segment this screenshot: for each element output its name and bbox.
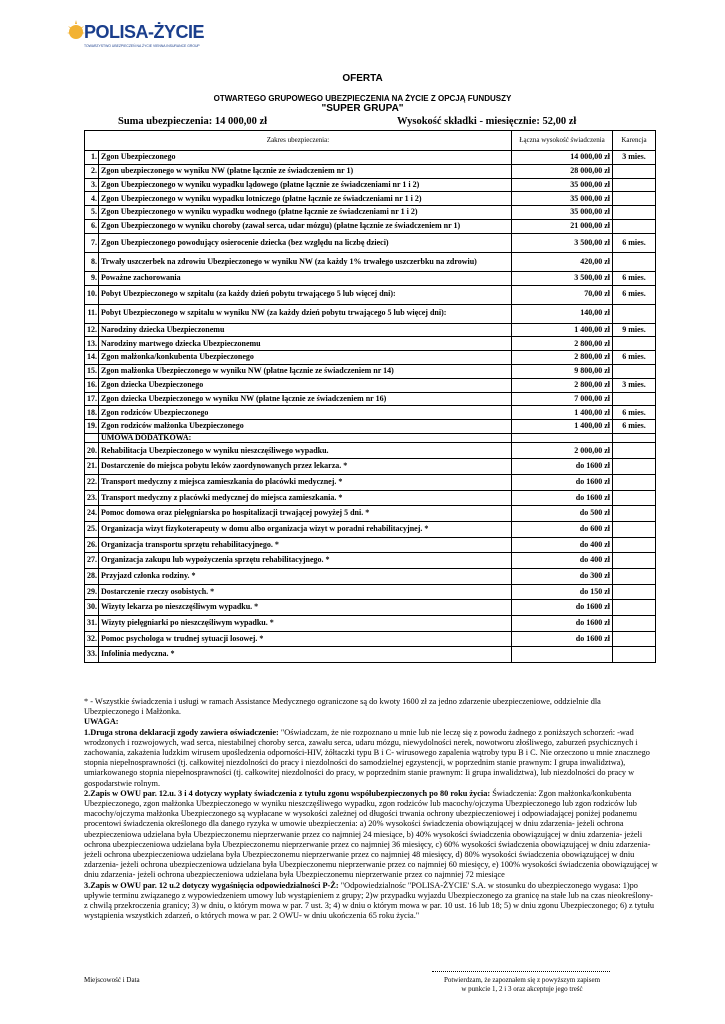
row-number: 23.: [85, 490, 99, 506]
row-karencja: [613, 219, 656, 233]
note-3: [84, 881, 658, 922]
row-amount: do 1600 zł: [512, 616, 613, 632]
signature-line: [432, 971, 610, 972]
row-number: 10.: [85, 285, 99, 304]
row-description: Zgon Ubezpieczonego w wyniku wypadku wodnego (płatne łącznie ze świadczeniami nr 1 i 2): [99, 206, 512, 220]
row-number: 29.: [85, 584, 99, 600]
row-number: 4.: [85, 192, 99, 206]
row-description: Trwały uszczerbek na zdrowiu Ubezpieczonego w wyniku NW (za każdy 1% trwałego uszczerbku na zdrowiu): [99, 252, 512, 271]
row-number: 12.: [85, 323, 99, 337]
row-number: 19.: [85, 420, 99, 434]
row-karencja: [613, 521, 656, 537]
table-row: [85, 443, 656, 459]
row-number: 33.: [85, 647, 99, 663]
row-karencja: 6 mies.: [613, 285, 656, 304]
row-description: Pobyt Ubezpieczonego w szpitalu w wyniku NW (za każdy dzień pobytu trwającego 5 lub więcej dni):: [99, 304, 512, 323]
row-amount: do 1600 zł: [512, 490, 613, 506]
row-karencja: 3 mies.: [613, 151, 656, 165]
table-row: [85, 323, 656, 337]
row-number: 31.: [85, 616, 99, 632]
note-1-title: 1.Druga strona deklaracji zgody zawiera oświadczenie:: [84, 727, 281, 737]
row-description: Zgon dziecka Ubezpieczonego w wyniku NW (płatne łącznie ze świadczeniem nr 16): [99, 392, 512, 406]
table-row: [85, 252, 656, 271]
umowa-empty: [613, 433, 656, 443]
row-amount: 28 000,00 zł: [512, 164, 613, 178]
row-number: 11.: [85, 304, 99, 323]
umowa-empty: [512, 433, 613, 443]
umowa-dodatkowa-row: [85, 433, 656, 443]
row-number: 8.: [85, 252, 99, 271]
row-karencja: [613, 537, 656, 553]
note-3-title: 3.Zapis w OWU par. 12 u.2 dotyczy wygaśnięcia odpowiedzialności P-Ż:: [84, 880, 341, 890]
row-description: Zgon małżonka Ubezpieczonego w wyniku NW (płatne łącznie ze świadczeniem nr 14): [99, 364, 512, 378]
row-description: Wizyty lekarza po nieszczęśliwym wypadku. *: [99, 600, 512, 616]
row-amount: do 600 zł: [512, 521, 613, 537]
row-amount: 1 400,00 zł: [512, 420, 613, 434]
table-row: [85, 506, 656, 522]
row-karencja: [613, 600, 656, 616]
sun-logo-icon: [66, 18, 86, 44]
row-number: 26.: [85, 537, 99, 553]
row-description: Zgon ubezpieczonego w wyniku NW (płatne łącznie ze świadczeniem nr 1): [99, 164, 512, 178]
table-row: [85, 378, 656, 392]
row-amount: 3 500,00 zł: [512, 233, 613, 252]
table-row: [85, 647, 656, 663]
note-2: [84, 789, 658, 881]
note-1-text: "Oświadczam, że nie rozpoznano u mnie lub nie leczę się z powodu żadnego z poniższych schorzeń: -wad wrodzonych i rozwojowych, wad serca, niestabilnej choroby serca, zawału serca, udaru mózgu, niewydolności nerek, nowotworu złośliwego, zaburzeń psychicznych i zachowania, zakażenia ludzkim wirusem upośledzenia odporności-HIV, żółtaczki typu B i C- wirusowego zapalenia wątroby typu B i C. Nie orzeczono u mnie znacznego stopnia niepełnosprawności (tj. całkowitej niezdolności do pracy i niezdolności do samodzielnej egzystencji, w poprzednim stanie prawnym: I grupa inwalidztwa), umiarkowanego stopnia niepełnosprawności (tj. całkowitej niezdolności do pracy, w poprzednim stanie prawnym: Ii grupa inwalidztwa), lub niezdolności do pracy w gospodarstwie rolnym.: [84, 727, 650, 788]
table-row: [85, 521, 656, 537]
row-description: Zgon Ubezpieczonego w wyniku wypadku lądowego (płatne łącznie ze świadczeniami nr 1 i 2): [99, 178, 512, 192]
note-2-text: Świadczenia: Zgon małżonka/konkubenta Ubezpieczonego, zgon małżonka Ubezpieczonego w wyniku nieszczęśliwego wypadku, zgon rodziców lub macochy/ojczyma Ubezpieczonego lub zgon rodziców lub macochy/ojczyma małżonka Ubezpieczonego są wypłacane w wysokości zależnej od długości trwania ochrony ubezpieczeniowej i odpowiadającej poniżej podanemu procentowi świadczenia określonego dla danego ryzyka w umowie ubezpieczenia: a) 20% wysokości świadczenia obowiązującej w dniu zdarzenia- jeżeli ochrona ubezpieczeniowa udzielana była Ubezpieczonemu nieprzerwanie przez co najmniej 24 miesiące, b) 40% wysokości świadczenia obowiązującej w dniu zdarzenia- jeżeli ochrona ubezpieczeniowa udzielana była Ubezpieczonemu nieprzerwanie przez co najmniej 36 miesięcy, c) 60% wysokości świadczenia obowiązującej w dniu zdarzenia- jeżeli ochrona ubezpieczeniowa udzielana była Ubezpieczonemu nieprzerwanie przez co najmniej 48 miesięcy, d) 80% wysokości świadczenia obowiązującej w dniu zdarzenia- jeżeli ochrona ubezpieczeniowa udzielana była Ubezpieczonemu nieprzerwanie przez co najmniej 60 miesięcy, e) 100% wysokości świadczenia obowiązującej w dniu zdarzenia- jeżeli ochrona ubezpieczeniowa udzielana była Ubezpieczonemu nieprzerwanie przez co najmniej 72 miesiące: [84, 788, 658, 880]
row-karencja: [613, 206, 656, 220]
table-row: [85, 285, 656, 304]
row-karencja: [613, 647, 656, 663]
row-number: 2.: [85, 164, 99, 178]
table-row: [85, 584, 656, 600]
coverage-table: [84, 130, 656, 663]
row-description: Zgon rodziców małżonka Ubezpieczonego: [99, 420, 512, 434]
row-description: Zgon Ubezpieczonego: [99, 151, 512, 165]
row-description: Zgon Ubezpieczonego w wyniku wypadku lotniczego (płatne łącznie ze świadczeniami nr 1 i 2): [99, 192, 512, 206]
row-number: 25.: [85, 521, 99, 537]
row-karencja: [613, 337, 656, 351]
row-karencja: [613, 443, 656, 459]
row-number: 20.: [85, 443, 99, 459]
umowa-label: UMOWA DODATKOWA:: [99, 433, 512, 443]
row-amount: 21 000,00 zł: [512, 219, 613, 233]
table-row: [85, 537, 656, 553]
row-number: 13.: [85, 337, 99, 351]
row-description: Infolinia medyczna. *: [99, 647, 512, 663]
row-description: Dostarczenie rzeczy osobistych. *: [99, 584, 512, 600]
table-row: [85, 164, 656, 178]
row-description: Zgon Ubezpieczonego powodujący osierocenie dziecka (bez względu na liczbę dzieci): [99, 233, 512, 252]
row-number: 14.: [85, 351, 99, 365]
table-row: [85, 616, 656, 632]
row-amount: [512, 647, 613, 663]
row-number: 7.: [85, 233, 99, 252]
row-number: 9.: [85, 271, 99, 285]
row-karencja: [613, 304, 656, 323]
table-row: [85, 233, 656, 252]
row-description: Transport medyczny z placówki medycznej do miejsca zamieszkania. *: [99, 490, 512, 506]
monthly-premium: Wysokość składki - miesięcznie: 52,00 zł: [397, 116, 577, 127]
row-number: 28.: [85, 568, 99, 584]
row-karencja: 6 mies.: [613, 233, 656, 252]
row-karencja: 6 mies.: [613, 351, 656, 365]
row-description: Organizacja transportu sprzętu rehabilitacyjnego. *: [99, 537, 512, 553]
row-description: Transport medyczny z miejsca zamieszkania do placówki medycznej. *: [99, 474, 512, 490]
row-amount: do 1600 zł: [512, 600, 613, 616]
row-karencja: 6 mies.: [613, 420, 656, 434]
row-amount: 420,00 zł: [512, 252, 613, 271]
notes-section: [84, 697, 658, 921]
company-logo: [66, 18, 206, 58]
header-laczna: Łączna wysokość świadczenia: [512, 131, 613, 151]
row-amount: 3 500,00 zł: [512, 271, 613, 285]
row-karencja: [613, 392, 656, 406]
uwaga-heading: UWAGA:: [84, 717, 119, 727]
row-karencja: [613, 490, 656, 506]
row-karencja: [613, 364, 656, 378]
table-header: [85, 131, 656, 151]
row-amount: 2 000,00 zł: [512, 443, 613, 459]
table-row: [85, 406, 656, 420]
row-karencja: [613, 631, 656, 647]
note-1: [84, 728, 658, 789]
row-karencja: [613, 553, 656, 569]
row-amount: do 1600 zł: [512, 631, 613, 647]
table-row: [85, 219, 656, 233]
row-karencja: [613, 252, 656, 271]
row-karencja: [613, 474, 656, 490]
table-row: [85, 631, 656, 647]
row-karencja: [613, 192, 656, 206]
table-row: [85, 600, 656, 616]
row-amount: do 400 zł: [512, 553, 613, 569]
row-karencja: [613, 164, 656, 178]
header-karencja: Karencja: [613, 131, 656, 151]
row-number: 17.: [85, 392, 99, 406]
row-description: Pobyt Ubezpieczonego w szpitalu (za każdy dzień pobytu trwającego 5 lub więcej dni):: [99, 285, 512, 304]
table-row: [85, 192, 656, 206]
row-description: Zgon rodziców Ubezpieczonego: [99, 406, 512, 420]
logo-text: POLISA-ŻYCIE: [84, 22, 205, 42]
row-description: Narodziny dziecka Ubezpieczonemu: [99, 323, 512, 337]
row-karencja: [613, 584, 656, 600]
row-description: Pomoc domowa oraz pielęgniarska po hospitalizacji trwającej powyżej 5 dni. *: [99, 506, 512, 522]
row-number: 16.: [85, 378, 99, 392]
row-description: Zgon Ubezpieczonego w wyniku choroby (zawał serca, udar mózgu) (płatne łącznie ze świadczeniem nr 1): [99, 219, 512, 233]
note-2-title: 2.Zapis w OWU par. 12.u. 3 i 4 dotyczy wypłaty świadczenia z tytułu zgonu współubezpieczonych po 80 roku życia:: [84, 788, 493, 798]
row-number: 22.: [85, 474, 99, 490]
row-karencja: [613, 506, 656, 522]
table-row: [85, 337, 656, 351]
title-product: "SUPER GRUPA": [321, 103, 404, 114]
table-row: [85, 459, 656, 475]
row-karencja: [613, 178, 656, 192]
row-description: Wizyty pielęgniarki po nieszczęśliwym wypadku. *: [99, 616, 512, 632]
row-karencja: [613, 568, 656, 584]
row-amount: 140,00 zł: [512, 304, 613, 323]
confirmation-line-2: w punkcie 1, 2 i 3 oraz akceptuje jego treść: [461, 985, 583, 993]
sum-insured: Suma ubezpieczenia: 14 000,00 zł: [118, 116, 268, 127]
row-karencja: 3 mies.: [613, 378, 656, 392]
note-3-text: "Odpowiedzialnośc "POLISA-ŻYCIE' S.A. w stosunku do ubezpieczonego wygasa: 1)po upływie terminu związanego z wypowiedzeniem umowy lub wystąpieniem z grupy; 2)w przypadku wyjazdu Ubezpieczonego za granicę na stałe lub na czas nieokreślony- z chwilą przekroczenia granicy; 3) w dniu, o którym mowa w par. 7 ust. 3; 4) w dniu o którym mowa w par. 10 ust. 16 lub 18; 5) w dniu zgonu Ubezpieczonego; 6) z tytułu wystąpienia wszystkich zdarzeń, o których mowa w par. 2 OWU- w dniu ukończenia 65 roku życia.": [84, 880, 655, 921]
table-row: [85, 351, 656, 365]
row-amount: 35 000,00 zł: [512, 178, 613, 192]
table-row: [85, 474, 656, 490]
title-oferta: OFERTA: [342, 73, 383, 84]
row-amount: 1 400,00 zł: [512, 323, 613, 337]
row-description: Zgon małżonka/konkubenta Ubezpieczonego: [99, 351, 512, 365]
row-karencja: [613, 459, 656, 475]
row-amount: do 400 zł: [512, 537, 613, 553]
row-amount: 2 800,00 zł: [512, 378, 613, 392]
row-amount: do 300 zł: [512, 568, 613, 584]
row-amount: do 1600 zł: [512, 459, 613, 475]
row-number: 27.: [85, 553, 99, 569]
row-description: Przyjazd członka rodziny. *: [99, 568, 512, 584]
row-number: 24.: [85, 506, 99, 522]
table-row: [85, 178, 656, 192]
row-number: 3.: [85, 178, 99, 192]
row-amount: 1 400,00 zł: [512, 406, 613, 420]
table-row: [85, 206, 656, 220]
row-amount: 7 000,00 zł: [512, 392, 613, 406]
row-amount: 2 800,00 zł: [512, 337, 613, 351]
table-row: [85, 420, 656, 434]
row-number: 6.: [85, 219, 99, 233]
table-row: [85, 490, 656, 506]
star-note: * - Wszystkie świadczenia i usługi w ramach Assistance Medycznego ograniczone są do kwoty 1600 zł za jedno zdarzenie ubezpieczeniowe, oddzielnie dla Ubezpieczonego i Małżonka.: [84, 697, 601, 717]
place-date-label: Miejscowość i Data: [84, 976, 140, 984]
row-description: Poważne zachorowania: [99, 271, 512, 285]
row-description: Dostarczenie do miejsca pobytu leków zaordynowanych przez lekarza. *: [99, 459, 512, 475]
row-amount: 35 000,00 zł: [512, 192, 613, 206]
table-row: [85, 568, 656, 584]
row-number: 21.: [85, 459, 99, 475]
row-number: 30.: [85, 600, 99, 616]
row-amount: do 500 zł: [512, 506, 613, 522]
table-row: [85, 151, 656, 165]
row-karencja: 9 mies.: [613, 323, 656, 337]
row-description: Zgon dziecka Ubezpieczonego: [99, 378, 512, 392]
row-description: Rehabilitacja Ubezpieczonego w wyniku nieszczęśliwego wypadku.: [99, 443, 512, 459]
table-row: [85, 392, 656, 406]
row-description: Narodziny martwego dziecka Ubezpieczonemu: [99, 337, 512, 351]
header-zakres: Zakres ubezpieczenia:: [85, 131, 512, 151]
row-amount: do 1600 zł: [512, 474, 613, 490]
table-row: [85, 364, 656, 378]
row-amount: 2 800,00 zł: [512, 351, 613, 365]
row-amount: 9 800,00 zł: [512, 364, 613, 378]
row-number: 32.: [85, 631, 99, 647]
confirmation-text: [432, 976, 612, 994]
row-karencja: 6 mies.: [613, 406, 656, 420]
logo-subtitle: TOWARZYSTWO UBEZPIECZEŃ NA ŻYCIE VIENNA INSURANCE GROUP: [84, 44, 200, 48]
row-number: 18.: [85, 406, 99, 420]
title-subtitle: OTWARTEGO GRUPOWEGO UBEZPIECZENIA NA ŻYCIE Z OPCJĄ FUNDUSZY: [213, 94, 512, 103]
row-amount: 70,00 zł: [512, 285, 613, 304]
row-description: Pomoc psychologa w trudnej sytuacji losowej. *: [99, 631, 512, 647]
row-amount: do 150 zł: [512, 584, 613, 600]
row-karencja: [613, 616, 656, 632]
row-amount: 35 000,00 zł: [512, 206, 613, 220]
row-karencja: 6 mies.: [613, 271, 656, 285]
row-number: 1.: [85, 151, 99, 165]
row-description: Organizacja zakupu lub wypożyczenia sprzętu rehabilitacyjnego. *: [99, 553, 512, 569]
row-description: Organizacja wizyt fizykoterapeuty w domu albo organizacja wizyt w poradni rehabilitacyjnej. *: [99, 521, 512, 537]
confirmation-line-1: Potwierdzam, że zapoznałem się z powyższym zapisem: [443, 976, 601, 984]
row-number: 15.: [85, 364, 99, 378]
table-row: [85, 553, 656, 569]
row-amount: 14 000,00 zł: [512, 151, 613, 165]
umowa-spacer: [85, 433, 99, 443]
table-row: [85, 271, 656, 285]
row-number: 5.: [85, 206, 99, 220]
table-row: [85, 304, 656, 323]
